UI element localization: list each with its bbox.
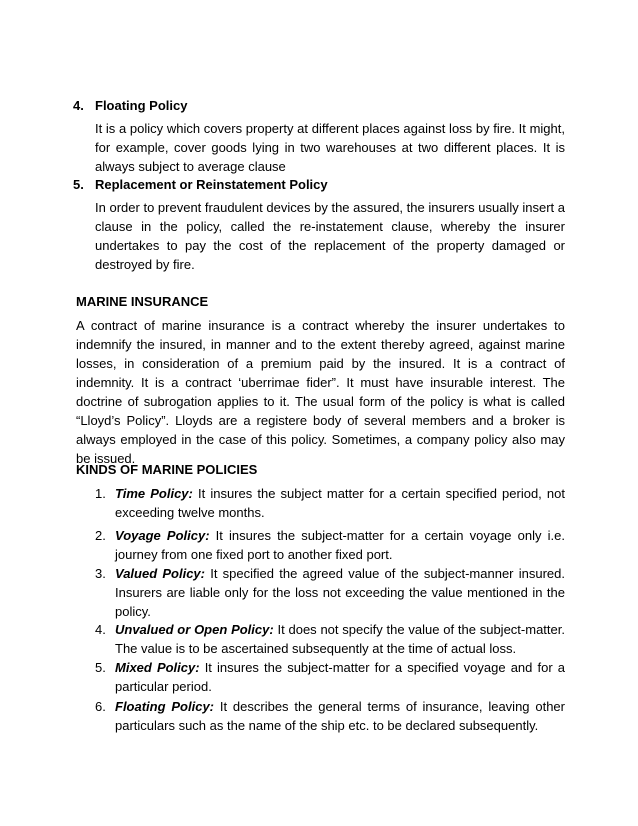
kind-item: [95, 564, 565, 621]
marine-paragraph: A contract of marine insurance is a contract whereby the insurer undertakes to indemnify the insured, in manner and to the extent thereby agreed, against marine losses, in consideration of a premium paid by the insured. It is a contract of indemnity. It is a contract ‘uberrimae fider”. It must have insurable interest. The doctrine of subrogation applies to it. The usual form of the policy is what is called “Lloyd’s Policy”. Lloyds are a registere body of several members and a broker is always employed in the case of this policy. Sometimes, a company policy also may be issued.: [76, 318, 565, 466]
section-heading-kinds: KINDS OF MARINE POLICIES: [76, 462, 258, 477]
kind-term: Floating Policy:: [115, 699, 215, 714]
kind-term: Unvalued or Open Policy:: [115, 622, 274, 637]
kind-text: It insures the subject-matter for a specified voyage and for a particular period.: [115, 660, 565, 694]
section-heading-marine: MARINE INSURANCE: [76, 294, 209, 309]
kind-text: It insures the subject-matter for a certain voyage only i.e. journey from one fixed port to another fixed port.: [115, 528, 565, 562]
kind-item: [95, 620, 565, 658]
item-number: 5.: [73, 177, 84, 192]
fire-policy-item: [73, 175, 565, 274]
kind-term: Mixed Policy:: [115, 660, 200, 675]
kind-number: 4.: [95, 622, 106, 637]
kind-term: Valued Policy:: [115, 566, 205, 581]
kind-text: It specified the agreed value of the subject-manner insured. Insurers are liable only for the loss not exceeding the value mentioned in the policy.: [115, 566, 565, 619]
kind-number: 3.: [95, 566, 106, 581]
item-number: 4.: [73, 98, 84, 113]
kind-item: [95, 484, 565, 522]
item-text: In order to prevent fraudulent devices by the assured, the insurers usually insert a clause in the policy, called the re-instatement clause, whereby the insurer undertakes to pay the cost of the replacement of the property damaged or destroyed by fire.: [95, 200, 565, 272]
fire-policy-item: [73, 96, 565, 176]
kind-number: 6.: [95, 699, 106, 714]
item-title: Replacement or Reinstatement Policy: [95, 177, 328, 192]
kind-term: Time Policy:: [115, 486, 193, 501]
kind-number: 5.: [95, 660, 106, 675]
kind-text: It describes the general terms of insurance, leaving other particulars such as the name of the ship etc. to be declared subsequently.: [115, 699, 565, 733]
kind-term: Voyage Policy:: [115, 528, 210, 543]
kind-item: [95, 526, 565, 564]
kind-text: It does not specify the value of the subject-matter. The value is to be ascertained subsequently at the time of actual loss.: [115, 622, 565, 656]
item-text: It is a policy which covers property at different places against loss by fire. It might, for example, cover goods lying in two warehouses at two different places. It is always subject to average clause: [95, 121, 565, 174]
kind-item: [95, 697, 565, 735]
item-title: Floating Policy: [95, 98, 188, 113]
kind-number: 2.: [95, 528, 106, 543]
kind-text: It insures the subject matter for a certain specified period, not exceeding twelve months.: [115, 486, 565, 520]
kind-number: 1.: [95, 486, 106, 501]
kind-item: [95, 658, 565, 696]
